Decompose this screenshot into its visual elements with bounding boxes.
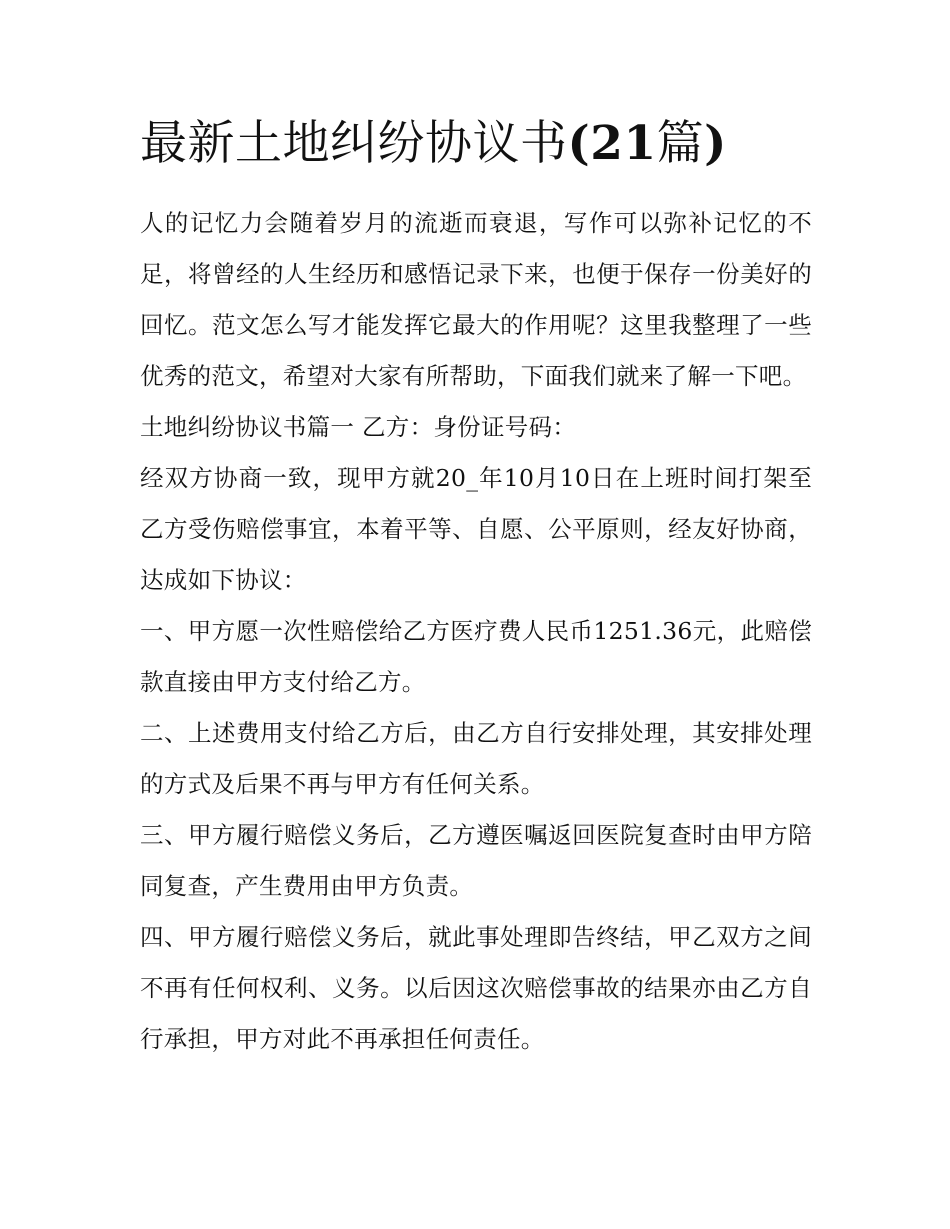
clause-4: 四、甲方履行赔偿义务后，就此事处理即告终结，甲乙双方之间不再有任何权利、义务。以后因这次赔偿事故的结果亦由乙方自行承担，甲方对此不再承担任何责任。 [140,923,812,1053]
document-page [140,108,812,1065]
intro-paragraph: 人的记忆力会随着岁月的流逝而衰退，写作可以弥补记忆的不足，将曾经的人生经历和感悟记录下来，也便于保存一份美好的回忆。范文怎么写才能发挥它最大的作用呢？这里我整理了一些优秀的范文，希望对大家有所帮助，下面我们就来了解一下吧。 [140,209,812,390]
clause-1: 一、甲方愿一次性赔偿给乙方医疗费人民币1251.36元，此赔偿款直接由甲方支付给乙方。 [140,617,812,696]
clause-2: 二、上述费用支付给乙方后，由乙方自行安排处理，其安排处理的方式及后果不再与甲方有任何关系。 [140,719,812,798]
document-title: 最新土地纠纷协议书(21篇) [140,116,727,171]
section-heading: 土地纠纷协议书篇一 乙方：身份证号码： [140,413,577,441]
clause-3: 三、甲方履行赔偿义务后，乙方遵医嘱返回医院复查时由甲方陪同复查，产生费用由甲方负责。 [140,821,812,900]
agreement-preamble: 经双方协商一致，现甲方就20_年10月10日在上班时间打架至乙方受伤赔偿事宜，本着平等、自愿、公平原则，经友好协商，达成如下协议： [140,464,812,594]
